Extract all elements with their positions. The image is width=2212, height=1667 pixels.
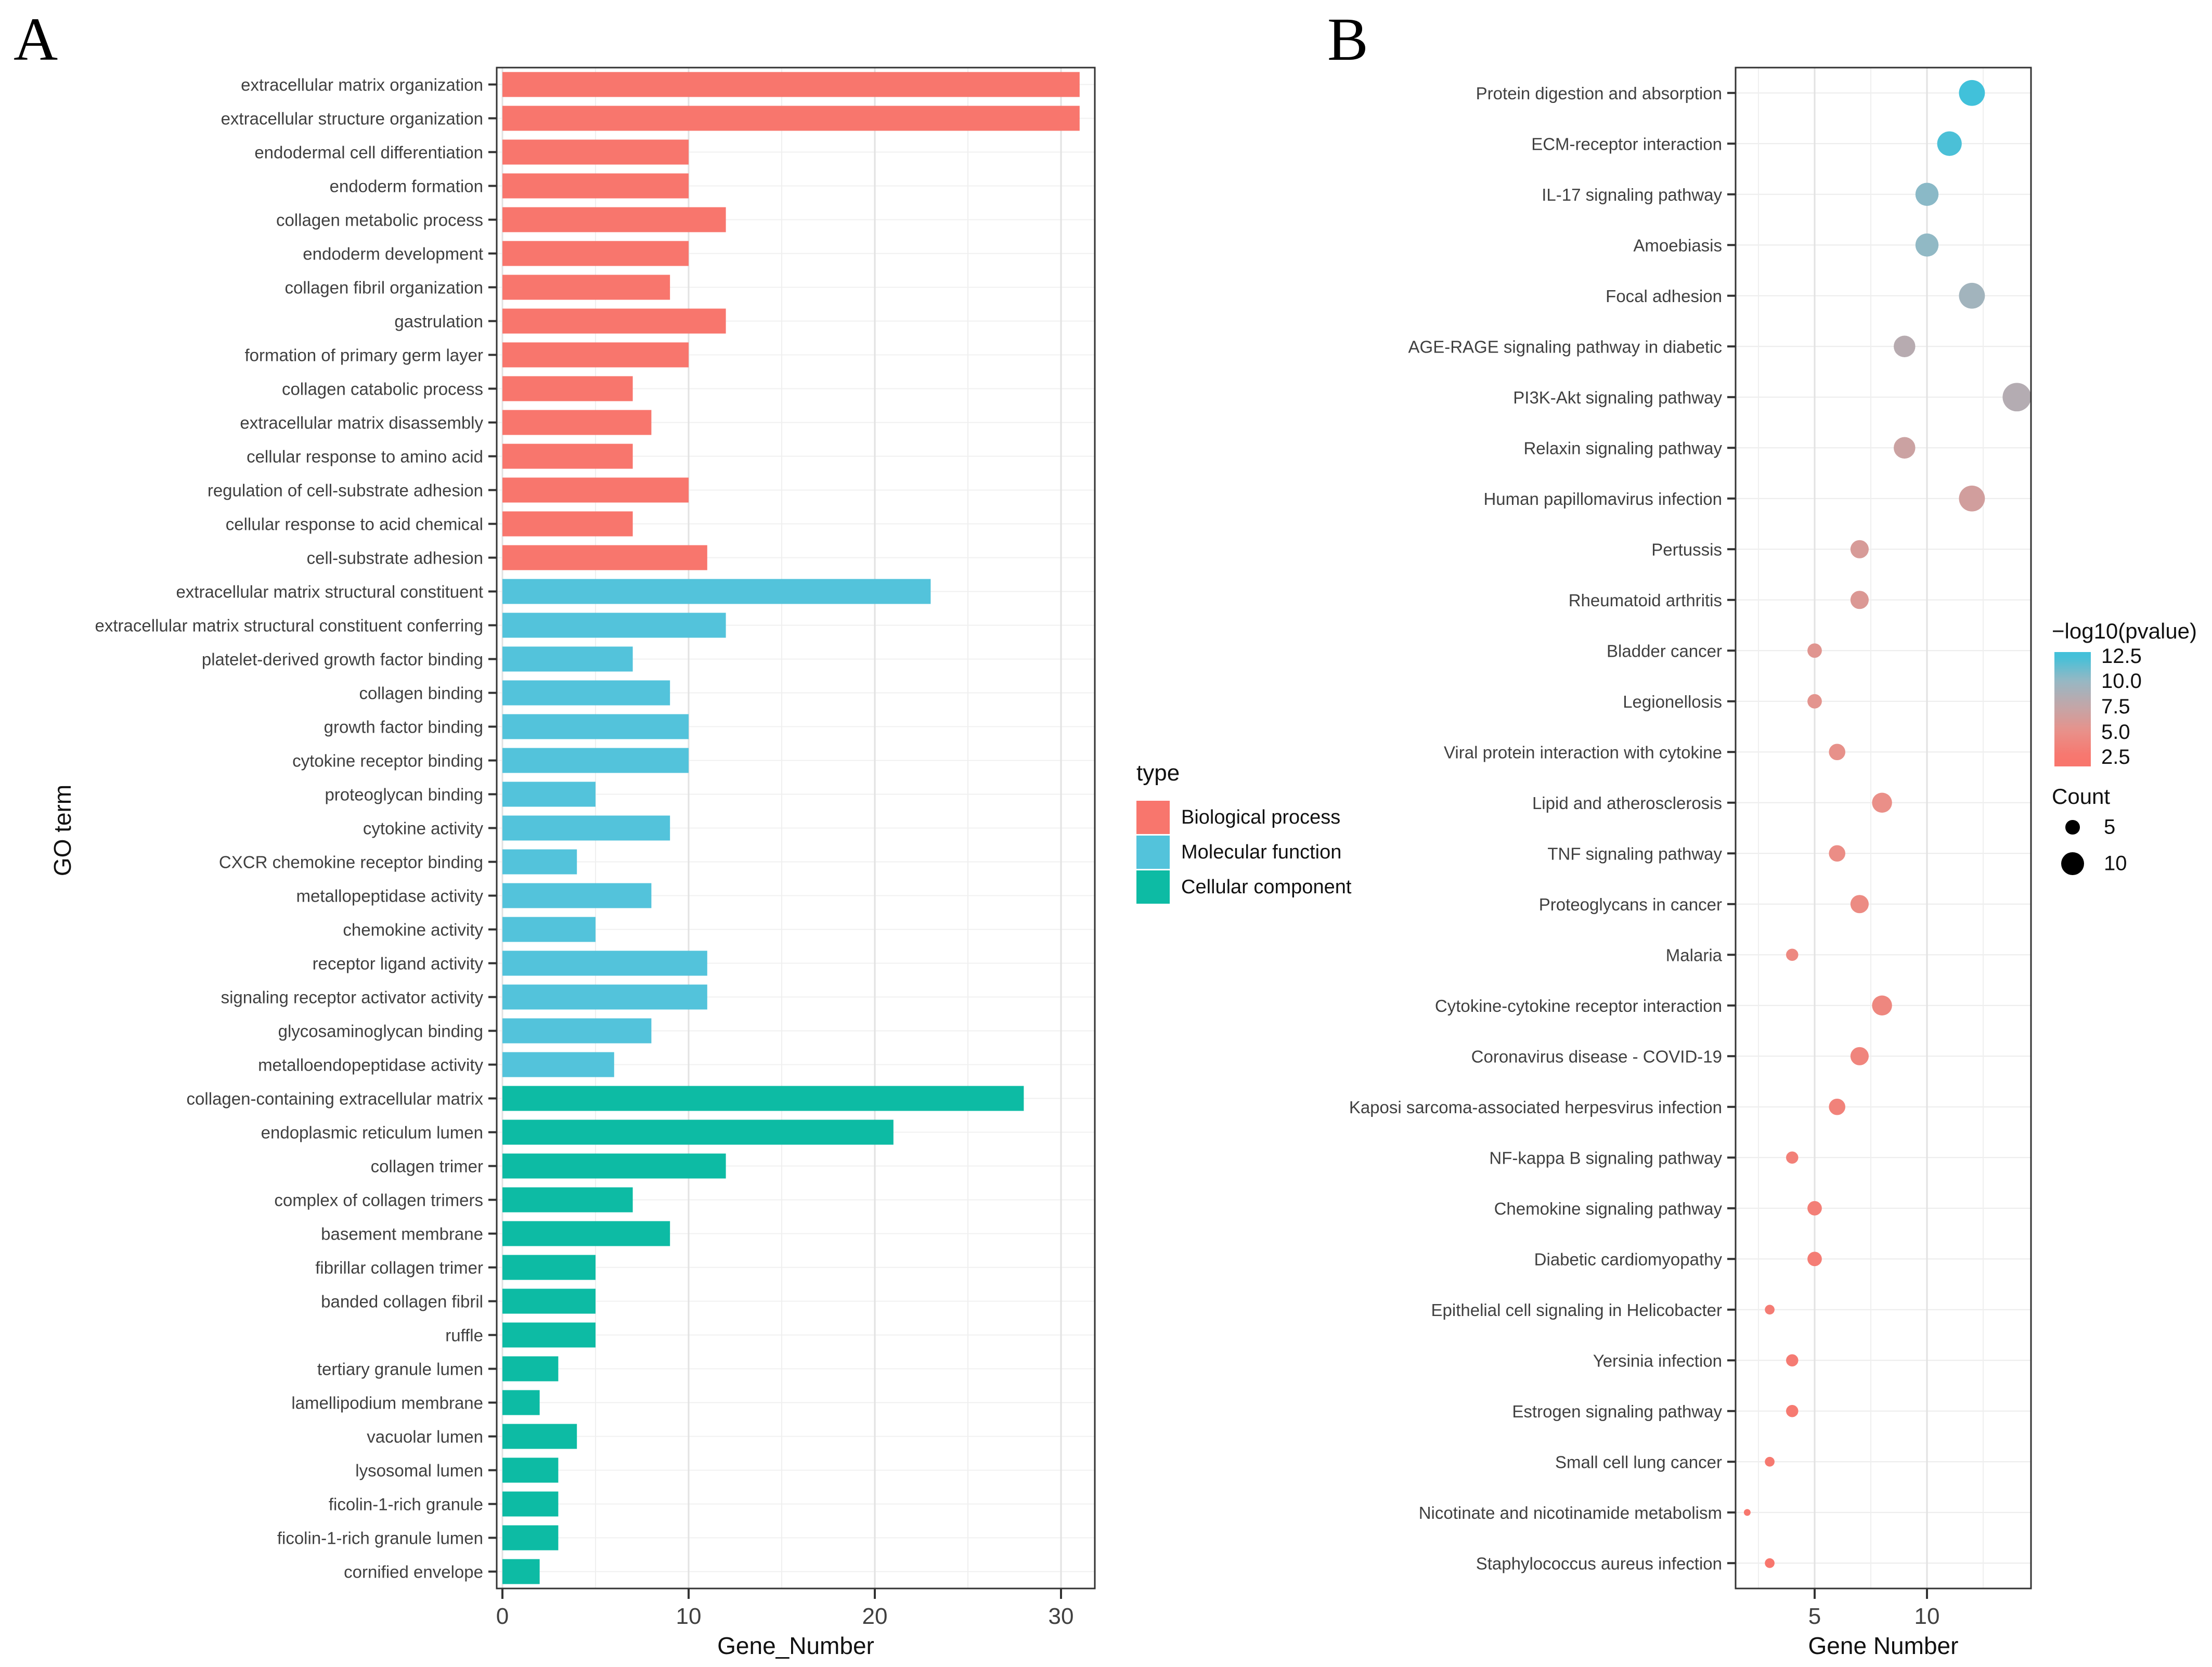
bar-extracellular matrix structural constituent [502,579,930,604]
bar-collagen fibril organization [502,275,670,300]
go-term-label: lamellipodium membrane [291,1393,483,1413]
bar-basement membrane [502,1221,670,1246]
pathway-label: Bladder cancer [1607,641,1722,661]
bar-ruffle [502,1323,596,1348]
bar-ficolin-1-rich granule [502,1492,558,1517]
biological-process-swatch [1136,801,1170,834]
dot-Relaxin signaling pathway [1894,437,1916,459]
pathway-label: Focal adhesion [1606,286,1722,306]
pathway-label: Pertussis [1651,540,1722,559]
go-term-label: lysosomal lumen [355,1461,483,1480]
go-term-label: metalloendopeptidase activity [258,1055,483,1075]
pathway-label: Protein digestion and absorption [1476,83,1722,103]
go-term-label: banded collagen fibril [321,1292,483,1311]
dot-Viral protein interaction with cytokine [1829,744,1845,760]
bar-cell-substrate adhesion [502,545,707,570]
dot-Proteoglycans in cancer [1851,895,1869,913]
bar-cytokine activity [502,816,670,841]
go-term-label: CXCR chemokine receptor binding [218,852,483,872]
dot-TNF signaling pathway [1829,845,1845,862]
pathway-label: Epithelial cell signaling in Helicobacter [1431,1300,1722,1320]
go-term-label: complex of collagen trimers [274,1190,483,1210]
dot-Kaposi sarcoma-associated herpesvirus infection [1829,1099,1845,1115]
go-term-label: formation of primary germ layer [244,345,483,365]
go-term-label: cellular response to acid chemical [225,514,483,534]
go-term-label: tertiary granule lumen [317,1359,483,1379]
pathway-label: ECM-receptor interaction [1531,134,1722,154]
pathway-label: Staphylococcus aureus infection [1476,1554,1722,1573]
go-term-label: gastrulation [394,311,483,331]
bar-platelet-derived growth factor binding [502,647,633,672]
pathway-label: Proteoglycans in cancer [1538,894,1722,914]
pathway-label: Diabetic cardiomyopathy [1534,1249,1722,1269]
bar-fibrillar collagen trimer [502,1255,596,1280]
dot-Coronavirus disease - COVID-19 [1851,1047,1869,1065]
count-legend-entry [2052,809,2212,845]
bar-cytokine receptor binding [502,748,689,773]
go-term-label: cornified envelope [344,1562,483,1582]
pathway-label: Human papillomavirus infection [1483,489,1722,509]
pvalue-colorbar-tick-label: 12.5 [2101,644,2142,668]
dot-Yersinia infection [1786,1355,1799,1367]
go-term-label: basement membrane [321,1224,483,1244]
panel-a-x-tick-label: 30 [1048,1604,1074,1629]
bar-vacuolar lumen [502,1424,577,1449]
count-dot-10 [2061,852,2084,875]
pathway-label: Legionellosis [1623,692,1722,711]
bar-signaling receptor activator activity [502,985,707,1010]
dot-Nicotinate and nicotinamide metabolism [1744,1509,1751,1516]
pathway-label: Chemokine signaling pathway [1494,1199,1722,1218]
go-term-label: extracellular matrix organization [241,75,483,95]
pathway-label: Amoebiasis [1633,236,1722,255]
bar-collagen-containing extracellular matrix [502,1086,1024,1111]
panel-a-x-tick-label: 20 [862,1604,888,1629]
pvalue-legend-title: −log10(pvalue) [2052,619,2197,643]
pathway-label: Relaxin signaling pathway [1523,438,1722,458]
pathway-label: Viral protein interaction with cytokine [1444,743,1722,762]
panel-a-x-tick-label: 10 [676,1604,702,1629]
dot-Rheumatoid arthritis [1851,591,1869,609]
legend-item-label: Molecular function [1181,841,1342,863]
dot-Lipid and atherosclerosis [1872,793,1892,813]
pathway-label: Lipid and atherosclerosis [1532,793,1722,813]
dot-Protein digestion and absorption [1959,80,1985,106]
legend-item-label: Cellular component [1181,876,1352,898]
bar-tertiary granule lumen [502,1357,558,1382]
dot-ECM-receptor interaction [1937,132,1962,156]
dot-Epithelial cell signaling in Helicobacter [1765,1305,1775,1314]
go-term-label: regulation of cell-substrate adhesion [207,480,483,500]
dot-Pertussis [1851,540,1869,558]
dot-Amoebiasis [1916,233,1938,256]
count-dot-5 [2065,820,2080,835]
bar-collagen metabolic process [502,207,726,232]
pvalue-color-legend [2052,619,2212,769]
panel-b-label: B [1327,5,1368,73]
bar-proteoglycan binding [502,782,596,807]
bar-endodermal cell differentiation [502,140,689,165]
panel-b-x-axis-title: Gene Number [1808,1632,1959,1659]
pathway-label: Rheumatoid arthritis [1568,590,1722,610]
pathway-label: Yersinia infection [1593,1351,1722,1371]
bar-extracellular matrix disassembly [502,410,651,435]
bar-cellular response to amino acid [502,444,633,469]
legend-item-molecular-function [1136,836,1351,869]
pathway-label: Cytokine-cytokine receptor interaction [1434,996,1722,1015]
bar-formation of primary germ layer [502,343,689,368]
dot-Cytokine-cytokine receptor interaction [1872,996,1892,1015]
bar-endoderm development [502,241,689,266]
pathway-label: AGE-RAGE signaling pathway in diabetic [1408,337,1722,357]
dot-Diabetic cardiomyopathy [1807,1252,1822,1266]
bar-receptor ligand activity [502,951,707,976]
panel-b-x-tick-label: 10 [1914,1604,1940,1629]
go-term-label: endoderm development [303,244,483,264]
dot-Legionellosis [1807,694,1822,709]
type-legend-title: type [1136,760,1180,786]
go-term-label: vacuolar lumen [367,1427,483,1447]
cellular-component-swatch [1136,870,1170,904]
bar-CXCR chemokine receptor binding [502,850,577,875]
panel-a-x-tick-label: 0 [496,1604,509,1629]
dot-Focal adhesion [1959,283,1985,309]
go-term-label: metallopeptidase activity [296,886,483,906]
pvalue-colorbar [2054,652,2091,766]
bar-regulation of cell-substrate adhesion [502,478,689,503]
go-term-label: ruffle [445,1325,483,1345]
go-term-label: extracellular matrix structural constituent [176,582,483,602]
bar-extracellular structure organization [502,106,1080,131]
count-legend-entry [2052,845,2212,882]
pathway-label: TNF signaling pathway [1547,844,1722,864]
pvalue-colorbar-tick-label: 10.0 [2101,670,2142,693]
go-term-label: collagen catabolic process [281,379,483,399]
molecular-function-swatch [1136,836,1170,869]
panel-b-x-tick-label: 5 [1808,1604,1821,1629]
bar-chemokine activity [502,917,596,942]
go-term-label: endoplasmic reticulum lumen [261,1123,483,1142]
go-term-label: growth factor binding [324,717,483,737]
count-legend-title: Count [2052,784,2111,809]
bar-collagen binding [502,681,670,706]
dot-Chemokine signaling pathway [1807,1201,1822,1216]
bar-endoderm formation [502,174,689,199]
pvalue-colorbar-tick-label: 7.5 [2101,695,2130,719]
go-term-label: extracellular matrix structural constituent conferring [95,616,483,635]
legend-item-label: Biological process [1181,806,1341,828]
go-term-label: collagen-containing extracellular matrix [186,1089,483,1109]
go-term-label: platelet-derived growth factor binding [201,649,483,669]
bar-endoplasmic reticulum lumen [502,1120,894,1145]
go-term-label: cellular response to amino acid [247,447,483,466]
go-term-label: proteoglycan binding [325,785,483,804]
bar-metalloendopeptidase activity [502,1052,614,1077]
legend-item-biological-process [1136,801,1351,834]
bar-extracellular matrix organization [502,72,1080,97]
bar-gastrulation [502,309,726,334]
pathway-label: NF-kappa B signaling pathway [1489,1148,1722,1168]
go-term-label: endodermal cell differentiation [254,142,483,162]
go-term-label: extracellular matrix disassembly [240,413,483,433]
go-term-label: collagen trimer [370,1156,483,1176]
pvalue-colorbar-tick-label: 5.0 [2101,720,2130,744]
go-term-label: cell-substrate adhesion [306,548,483,568]
count-label: 10 [2104,852,2127,875]
bar-cellular response to acid chemical [502,512,633,537]
dot-AGE-RAGE signaling pathway in diabetic [1894,336,1916,358]
go-term-label: ficolin-1-rich granule [328,1494,483,1514]
bar-growth factor binding [502,714,689,739]
pathway-label: IL-17 signaling pathway [1542,185,1722,204]
panel-a-x-axis-title: Gene_Number [717,1632,874,1659]
legend-item-cellular-component [1136,870,1351,904]
bar-extracellular matrix structural constituent conferring [502,613,726,638]
go-term-label: endoderm formation [329,176,483,196]
bar-collagen trimer [502,1154,726,1179]
go-term-label: glycosaminoglycan binding [278,1021,483,1041]
pathway-label: Estrogen signaling pathway [1512,1401,1722,1421]
bar-complex of collagen trimers [502,1188,633,1213]
go-term-label: extracellular structure organization [221,109,483,128]
go-term-label: receptor ligand activity [312,954,483,973]
go-term-label: collagen fibril organization [284,278,483,297]
dot-Estrogen signaling pathway [1786,1405,1799,1417]
go-term-label: collagen binding [359,683,483,703]
pathway-label: Nicotinate and nicotinamide metabolism [1418,1503,1722,1522]
bar-lysosomal lumen [502,1458,558,1483]
dot-Malaria [1786,949,1799,961]
panel-a-y-axis-title: GO term [49,784,76,877]
pathway-label: Small cell lung cancer [1555,1452,1722,1472]
bar-banded collagen fibril [502,1289,596,1314]
dot-Small cell lung cancer [1765,1457,1775,1467]
bar-cornified envelope [502,1559,540,1584]
pvalue-colorbar-tick-label: 2.5 [2101,746,2130,769]
dot-IL-17 signaling pathway [1916,183,1938,206]
bar-glycosaminoglycan binding [502,1019,651,1044]
go-term-label: ficolin-1-rich granule lumen [277,1528,483,1548]
count-label: 5 [2104,815,2116,839]
pathway-label: PI3K-Akt signaling pathway [1513,387,1722,407]
pathway-label: Coronavirus disease - COVID-19 [1471,1047,1722,1066]
count-size-legend [2052,784,2212,882]
bar-metallopeptidase activity [502,883,651,908]
bar-ficolin-1-rich granule lumen [502,1526,558,1551]
type-legend [1136,760,1351,905]
go-term-label: signaling receptor activator activity [221,987,483,1007]
go-term-label: fibrillar collagen trimer [315,1258,483,1278]
bar-collagen catabolic process [502,376,633,401]
go-term-label: cytokine receptor binding [292,751,483,771]
dot-Bladder cancer [1807,643,1822,658]
dot-Staphylococcus aureus infection [1765,1558,1775,1568]
pathway-label: Malaria [1665,945,1722,965]
pathway-label: Kaposi sarcoma-associated herpesvirus infection [1349,1097,1722,1117]
bar-lamellipodium membrane [502,1390,540,1415]
dot-PI3K-Akt signaling pathway [2002,383,2031,411]
go-term-label: collagen metabolic process [276,210,483,230]
dot-NF-kappa B signaling pathway [1786,1152,1799,1164]
go-term-label: chemokine activity [343,920,483,940]
panel-a-label: A [14,5,58,73]
go-term-label: cytokine activity [363,818,483,838]
dot-Human papillomavirus infection [1959,486,1985,512]
